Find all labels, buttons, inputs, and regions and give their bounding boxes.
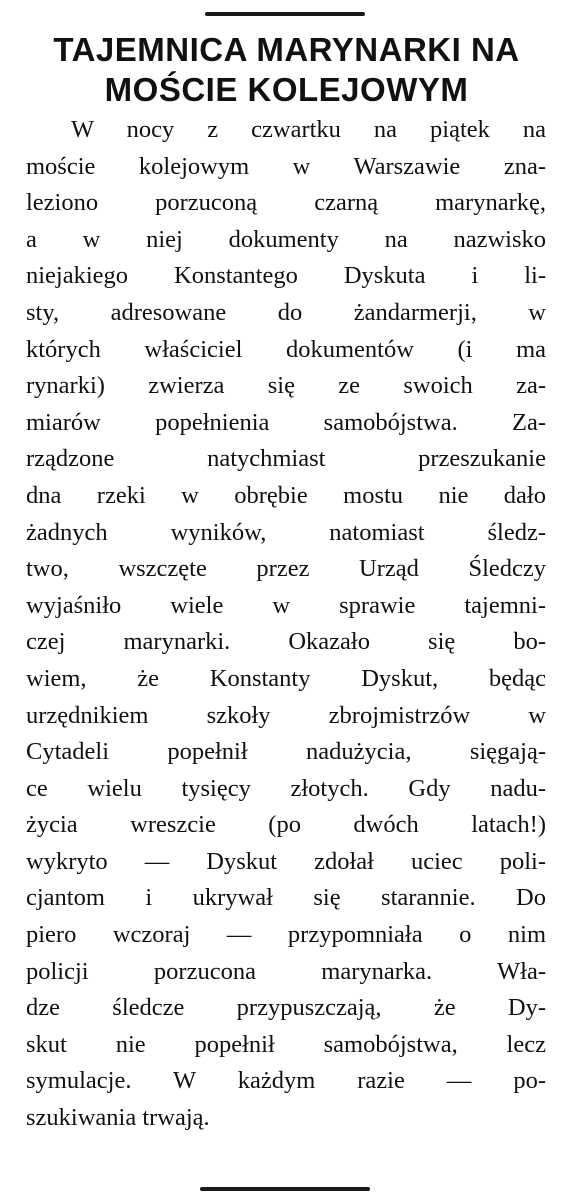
article-line: leziono porzuconą czarną marynarkę, — [26, 189, 546, 217]
article-line: ce wielu tysięcy złotych. Gdy nadu- — [26, 774, 546, 802]
article-line: sty, adresowane do żandarmerji, w — [26, 298, 546, 326]
article-line: miarów popełnienia samobójstwa. Za- — [26, 408, 546, 436]
article-line: policji porzucona marynarka. Wła- — [26, 957, 546, 985]
article-line: W nocy z czwartku na piątek na — [71, 116, 546, 143]
article-line: urzędnikiem szkoły zbrojmistrzów w — [26, 701, 546, 729]
article-line: two, wszczęte przez Urząd Śledczy — [26, 555, 546, 583]
article-line: wiem, że Konstanty Dyskut, będąc — [26, 664, 546, 692]
article-line: symulacje. W każdym razie — po- — [26, 1067, 546, 1095]
article-line: szukiwania trwają. — [26, 1104, 210, 1132]
article-line: piero wczoraj — przypomniała o nim — [26, 921, 546, 949]
article-line: rynarki) zwierza się ze swoich za- — [26, 372, 546, 400]
bottom-divider-rule — [200, 1187, 370, 1191]
article-line: rządzone natychmiast przeszukanie — [26, 445, 546, 473]
article-line: wyjaśniło wiele w sprawie tajemni- — [26, 591, 546, 619]
article-line: wykryto — Dyskut zdołał uciec poli- — [26, 847, 546, 875]
article-line: cjantom i ukrywał się starannie. Do — [26, 884, 546, 912]
article-line: skut nie popełnił samobójstwa, lecz — [26, 1030, 546, 1058]
top-divider-rule — [205, 12, 365, 16]
article-line: moście kolejowym w Warszawie zna- — [26, 152, 546, 180]
article-line: życia wreszcie (po dwóch latach!) — [26, 811, 546, 839]
article-line: żadnych wyników, natomiast śledz- — [26, 518, 546, 546]
article-line: których właściciel dokumentów (i ma — [26, 335, 546, 363]
article-line: czej marynarki. Okazało się bo- — [26, 628, 546, 656]
headline-line-2: MOŚCIE KOLEJOWYM — [104, 71, 469, 108]
article-line: dze śledcze przypuszczają, że Dy- — [26, 994, 546, 1022]
article-body — [26, 112, 546, 1137]
article-line: dna rzeki w obrębie mostu nie dało — [26, 481, 546, 509]
article-line: a w niej dokumenty na nazwisko — [26, 225, 546, 253]
article-headline — [0, 30, 573, 110]
headline-line-1: TAJEMNICA MARYNARKI NA — [53, 31, 520, 68]
article-line: Cytadeli popełnił nadużycia, sięgają- — [26, 738, 546, 766]
article-line: niejakiego Konstantego Dyskuta i li- — [26, 262, 546, 290]
